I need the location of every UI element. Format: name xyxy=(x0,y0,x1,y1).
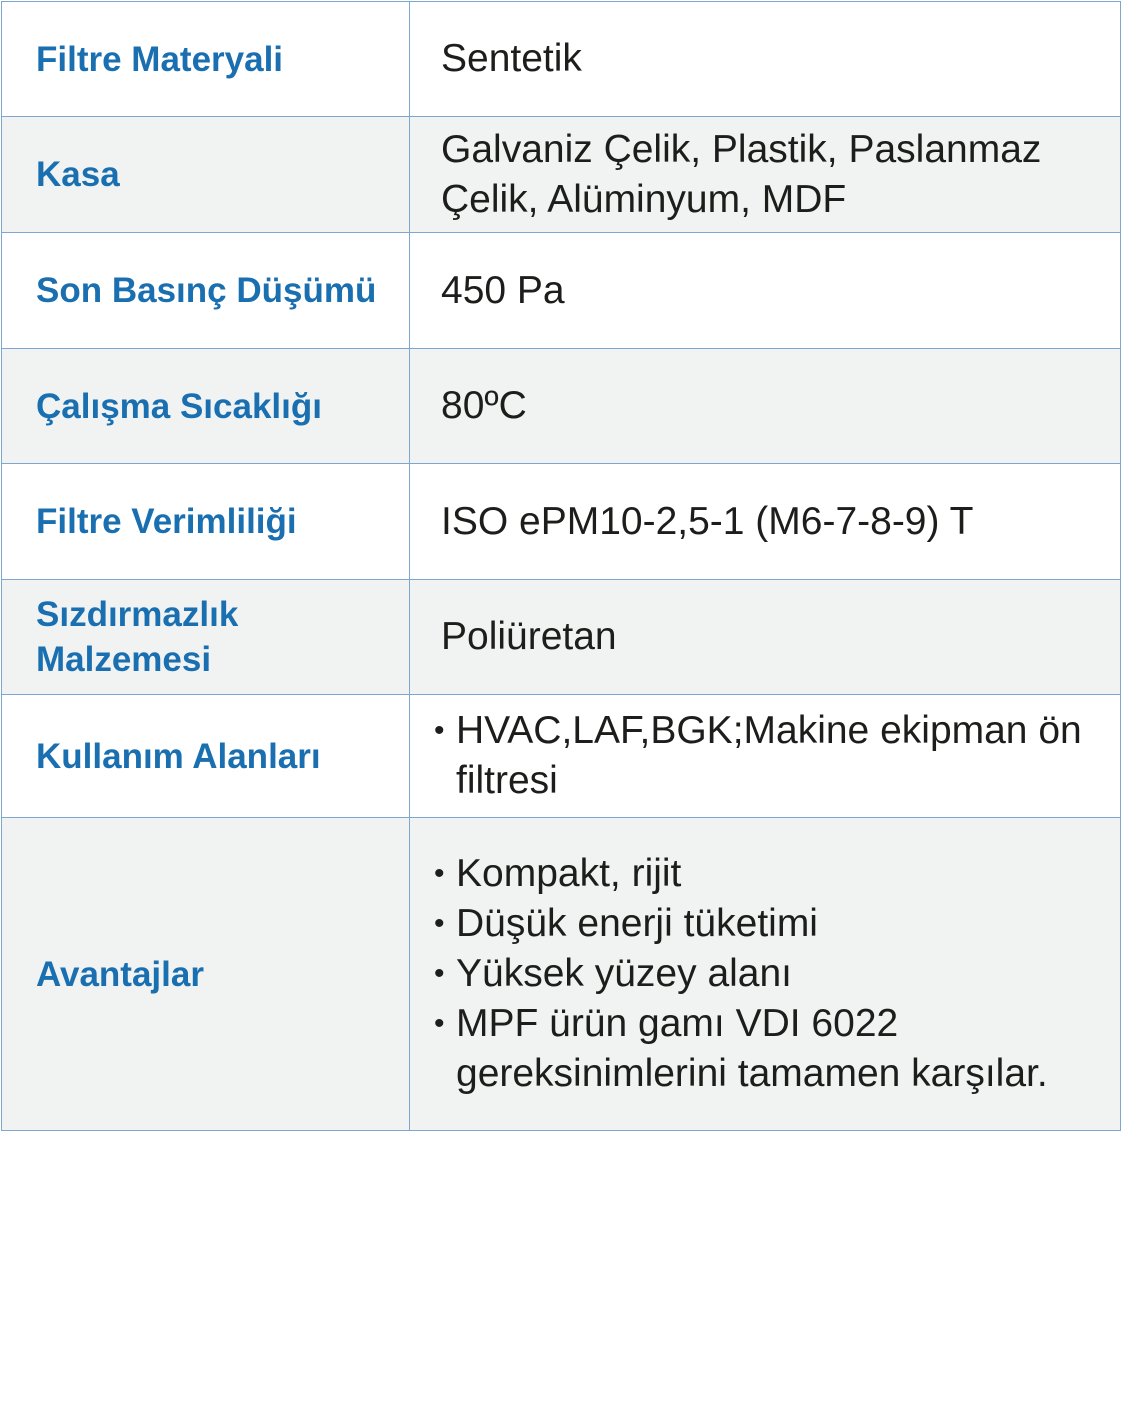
list-item: • Yüksek yüzey alanı xyxy=(434,949,1114,999)
spec-label: Filtre Materyali xyxy=(2,2,410,117)
advantages-list xyxy=(434,849,1114,1099)
spec-value: ISO ePM10-2,5-1 (M6-7-8-9) T xyxy=(410,464,1121,580)
spec-row-application-areas xyxy=(2,695,1121,818)
spec-label: Çalışma Sıcaklığı xyxy=(2,349,410,464)
spec-row-filter-efficiency xyxy=(2,464,1121,580)
spec-label: Kullanım Alanları xyxy=(2,695,410,818)
spec-row-frame xyxy=(2,117,1121,233)
list-item: • HVAC,LAF,BGK;Makine ekipman ön filtresi xyxy=(434,706,1114,806)
spec-label: Filtre Verimliliği xyxy=(2,464,410,580)
spec-label: Son Basınç Düşümü xyxy=(2,233,410,349)
spec-label: Kasa xyxy=(2,117,410,233)
spec-row-filter-material xyxy=(2,2,1121,117)
list-item: • Düşük enerji tüketimi xyxy=(434,899,1114,949)
spec-row-final-pressure-drop xyxy=(2,233,1121,349)
list-item: • Kompakt, rijit xyxy=(434,849,1114,899)
spec-value xyxy=(410,818,1121,1131)
list-item: • MPF ürün gamı VDI 6022 gereksinimlerini tamamen karşılar. xyxy=(434,999,1114,1099)
spec-row-sealing-material xyxy=(2,580,1121,695)
spec-value: Poliüretan xyxy=(410,580,1121,695)
spec-label: Sızdırmazlık Malzemesi xyxy=(2,580,410,695)
spec-row-advantages xyxy=(2,818,1121,1131)
spec-value: 80ºC xyxy=(410,349,1121,464)
spec-value xyxy=(410,695,1121,818)
spec-label: Avantajlar xyxy=(2,818,410,1131)
application-list xyxy=(434,706,1114,806)
spec-value: 450 Pa xyxy=(410,233,1121,349)
spec-value: Sentetik xyxy=(410,2,1121,117)
specification-table xyxy=(1,1,1121,1131)
spec-value: Galvaniz Çelik, Plastik, Paslanmaz Çelik, Alüminyum, MDF xyxy=(410,117,1121,233)
spec-row-operating-temperature xyxy=(2,349,1121,464)
